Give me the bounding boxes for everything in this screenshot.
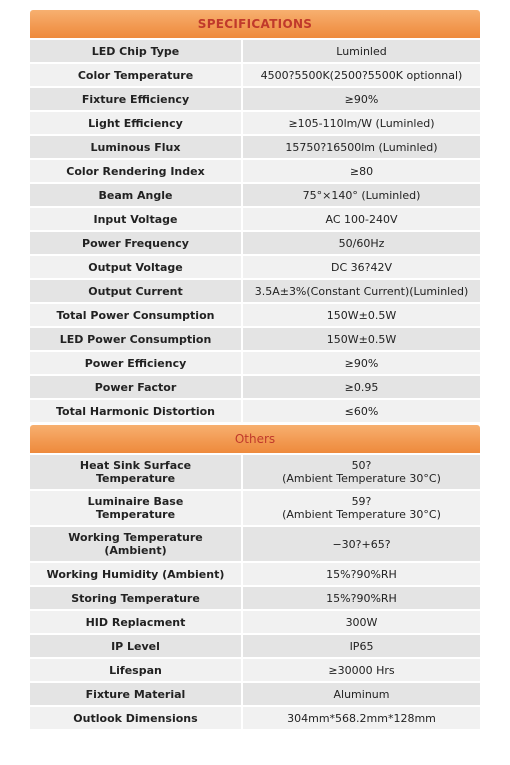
row-value: ≤60% bbox=[243, 400, 480, 422]
row-value: 4500?5500K(2500?5500K optionnal) bbox=[243, 64, 480, 86]
row-value: 15%?90%RH bbox=[243, 587, 480, 609]
row-value: 75°×140° (Luminled) bbox=[243, 184, 480, 206]
row-label: Luminous Flux bbox=[30, 136, 241, 158]
row-value: ≥105-110lm/W (Luminled) bbox=[243, 112, 480, 134]
table-row bbox=[30, 376, 480, 398]
row-label: HID Replacment bbox=[30, 611, 241, 633]
row-label: Color Temperature bbox=[30, 64, 241, 86]
row-value: 50/60Hz bbox=[243, 232, 480, 254]
table-row bbox=[30, 328, 480, 350]
row-label: Outlook Dimensions bbox=[30, 707, 241, 729]
row-value: 304mm*568.2mm*128mm bbox=[243, 707, 480, 729]
row-value: 150W±0.5W bbox=[243, 328, 480, 350]
table-row bbox=[30, 611, 480, 633]
table-row bbox=[30, 491, 480, 525]
row-value: Luminled bbox=[243, 40, 480, 62]
row-label: LED Power Consumption bbox=[30, 328, 241, 350]
row-value: 15750?16500lm (Luminled) bbox=[243, 136, 480, 158]
table-row bbox=[30, 208, 480, 230]
row-label: Power Factor bbox=[30, 376, 241, 398]
row-label: Power Efficiency bbox=[30, 352, 241, 374]
row-label: Luminaire Base Temperature bbox=[30, 491, 241, 525]
spec-table bbox=[30, 10, 480, 729]
table-row bbox=[30, 455, 480, 489]
table-row bbox=[30, 136, 480, 158]
table-row bbox=[30, 635, 480, 657]
row-label: Storing Temperature bbox=[30, 587, 241, 609]
table-row bbox=[30, 304, 480, 326]
row-label: Color Rendering Index bbox=[30, 160, 241, 182]
row-value: 300W bbox=[243, 611, 480, 633]
row-label: IP Level bbox=[30, 635, 241, 657]
table-row bbox=[30, 587, 480, 609]
table-row bbox=[30, 527, 480, 561]
table-row bbox=[30, 160, 480, 182]
row-label: Heat Sink Surface Temperature bbox=[30, 455, 241, 489]
row-label: Output Current bbox=[30, 280, 241, 302]
row-label: Fixture Material bbox=[30, 683, 241, 705]
row-label: LED Chip Type bbox=[30, 40, 241, 62]
row-value: 15%?90%RH bbox=[243, 563, 480, 585]
table-row bbox=[30, 659, 480, 681]
row-label: Light Efficiency bbox=[30, 112, 241, 134]
row-label: Output Voltage bbox=[30, 256, 241, 278]
table-row bbox=[30, 88, 480, 110]
row-label: Working Temperature (Ambient) bbox=[30, 527, 241, 561]
table-row bbox=[30, 40, 480, 62]
table-row bbox=[30, 64, 480, 86]
others-header: Others bbox=[30, 425, 480, 453]
row-label: Total Power Consumption bbox=[30, 304, 241, 326]
row-value: 3.5A±3%(Constant Current)(Luminled) bbox=[243, 280, 480, 302]
specifications-header: SPECIFICATIONS bbox=[30, 10, 480, 38]
row-value: ≥80 bbox=[243, 160, 480, 182]
row-value: 59? (Ambient Temperature 30°C) bbox=[243, 491, 480, 525]
table-row bbox=[30, 400, 480, 422]
table-row bbox=[30, 563, 480, 585]
table-row bbox=[30, 232, 480, 254]
table-row bbox=[30, 112, 480, 134]
table-row bbox=[30, 352, 480, 374]
row-label: Input Voltage bbox=[30, 208, 241, 230]
row-value: ≥90% bbox=[243, 352, 480, 374]
row-value: Aluminum bbox=[243, 683, 480, 705]
row-label: Fixture Efficiency bbox=[30, 88, 241, 110]
row-value: DC 36?42V bbox=[243, 256, 480, 278]
row-value: ≥0.95 bbox=[243, 376, 480, 398]
row-label: Lifespan bbox=[30, 659, 241, 681]
table-row bbox=[30, 184, 480, 206]
table-row bbox=[30, 256, 480, 278]
row-label: Beam Angle bbox=[30, 184, 241, 206]
table-row bbox=[30, 707, 480, 729]
row-value: −30?+65? bbox=[243, 527, 480, 561]
row-label: Power Frequency bbox=[30, 232, 241, 254]
row-value: 50? (Ambient Temperature 30°C) bbox=[243, 455, 480, 489]
row-value: AC 100-240V bbox=[243, 208, 480, 230]
table-row bbox=[30, 683, 480, 705]
table-row bbox=[30, 280, 480, 302]
row-value: IP65 bbox=[243, 635, 480, 657]
row-label: Working Humidity (Ambient) bbox=[30, 563, 241, 585]
row-value: 150W±0.5W bbox=[243, 304, 480, 326]
row-value: ≥30000 Hrs bbox=[243, 659, 480, 681]
row-label: Total Harmonic Distortion bbox=[30, 400, 241, 422]
row-value: ≥90% bbox=[243, 88, 480, 110]
